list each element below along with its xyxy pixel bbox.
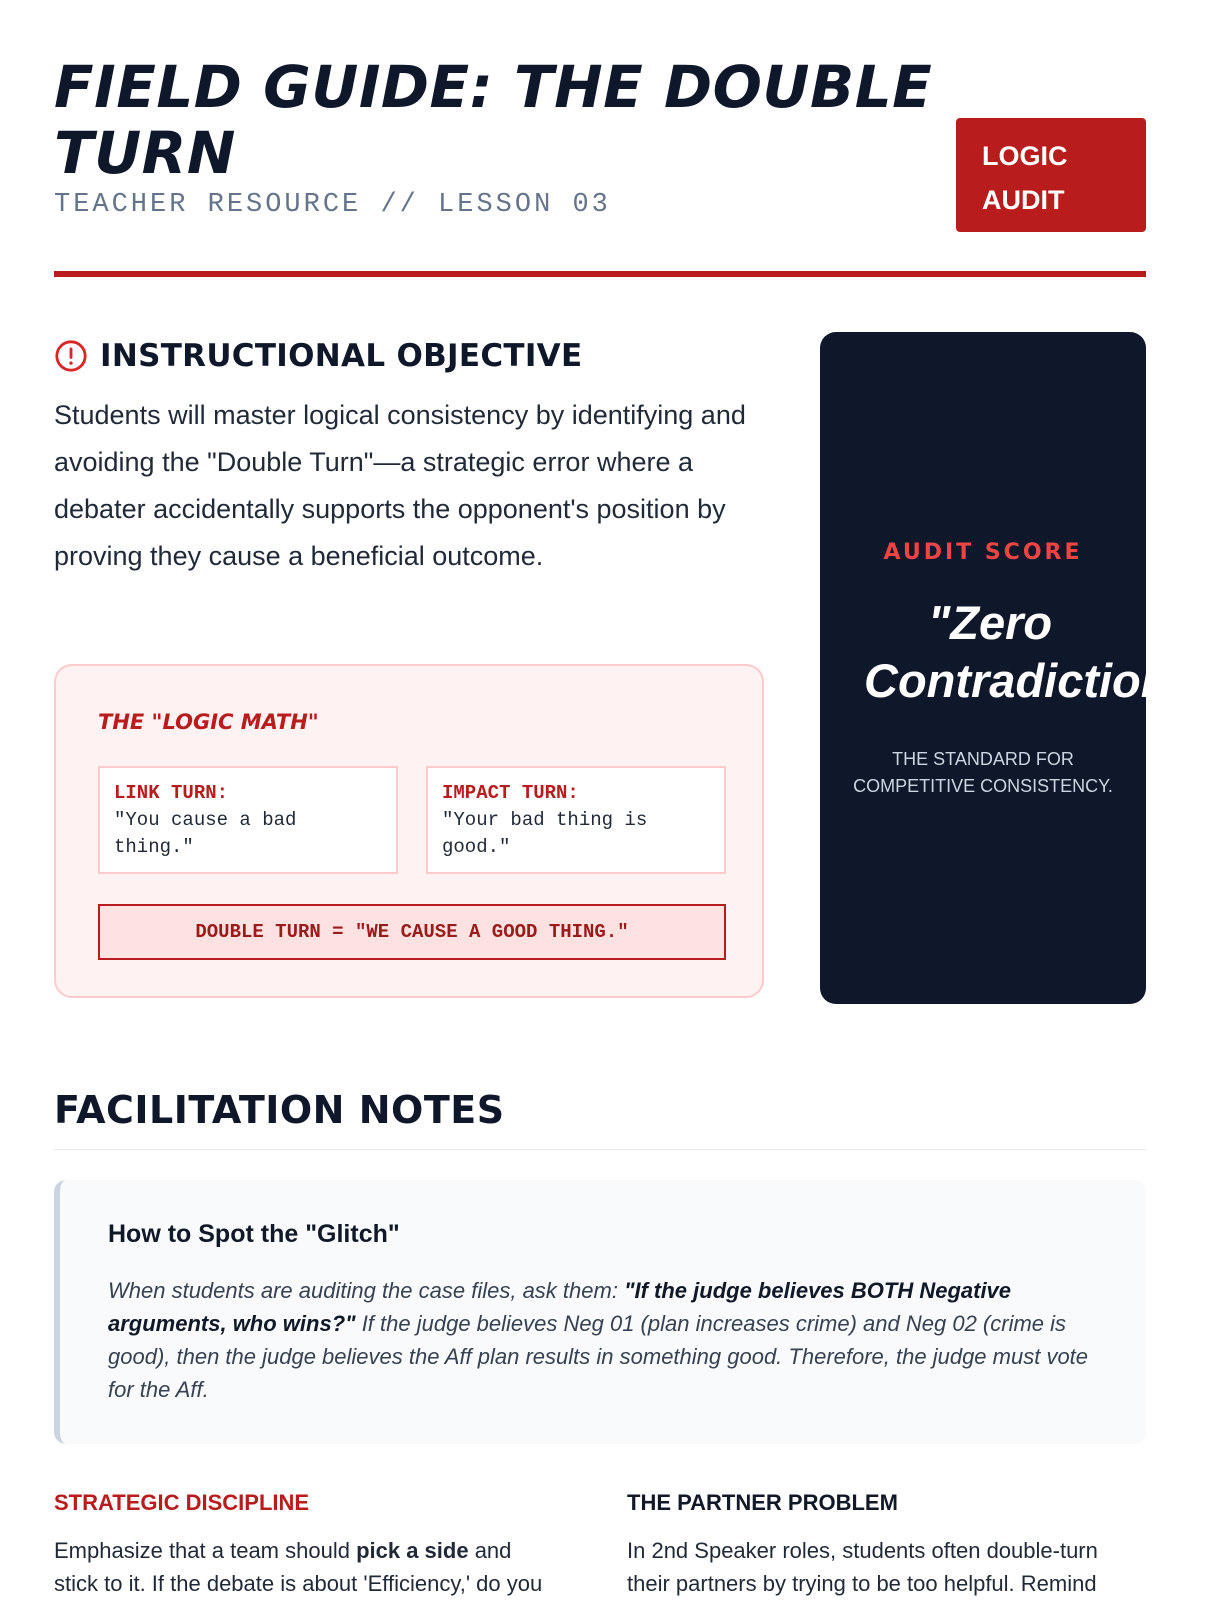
link-turn-label: LINK TURN:	[114, 782, 229, 804]
strategic-discipline-title: STRATEGIC DISCIPLINE	[54, 1490, 310, 1515]
audit-score-card	[820, 332, 1192, 1004]
partner-problem-title: THE PARTNER PROBLEM	[627, 1490, 898, 1515]
strategic-pre: Emphasize that a team should	[54, 1538, 357, 1563]
glitch-title: How to Spot the "Glitch"	[108, 1220, 400, 1248]
page-title: FIELD GUIDE: THE DOUBLE TURN	[54, 53, 933, 187]
strategic-post: and stick to it. If the debate is about 'Efficiency,' do you	[54, 1538, 543, 1596]
link-turn-card	[98, 766, 398, 874]
audit-score-label: AUDIT SCORE	[883, 540, 1083, 565]
objective-heading	[54, 336, 582, 376]
strategic-discipline-text	[54, 1534, 554, 1600]
glitch-rest: If the judge believes Neg 01 (plan increases crime) and Neg 02 (crime is good), then the judge believes the Aff plan results in something good. Therefore, the judge must vote for the Aff.	[108, 1311, 1089, 1402]
double-turn-result: DOUBLE TURN = "WE CAUSE A GOOD THING."	[98, 904, 726, 960]
objective-title: INSTRUCTIONAL OBJECTIVE	[100, 338, 583, 374]
logic-audit-button[interactable]: LOGIC AUDIT	[956, 118, 1146, 232]
objective-text: Students will master logical consistency by identifying and avoiding the "Double Turn"—a strategic error where a debater accidentally supports the opponent's position by proving they cause a beneficial outcome.	[54, 400, 746, 571]
impact-turn-text: "Your bad thing is good."	[442, 809, 648, 858]
partner-problem-text: In 2nd Speaker roles, students often double-turn their partners by trying to be too helpful. Remind	[627, 1538, 1098, 1596]
audit-score-line-1: "Zero	[928, 596, 1053, 649]
impact-turn-card	[426, 766, 726, 874]
logic-math-box	[54, 664, 764, 998]
glitch-lead: When students are auditing the case files, ask them:	[108, 1278, 625, 1303]
partner-problem-section	[627, 1490, 1127, 1600]
facilitation-divider	[54, 1149, 1146, 1150]
facilitation-heading: FACILITATION NOTES	[54, 1088, 505, 1132]
header	[54, 0, 1146, 280]
link-turn-text: "You cause a bad thing."	[114, 809, 297, 858]
page	[54, 0, 1192, 1596]
header-divider	[54, 271, 1146, 277]
strategic-discipline-section	[54, 1490, 554, 1600]
strategic-bold: pick a side	[356, 1538, 469, 1563]
glitch-question: "If the judge believes BOTH Negative arguments, who wins?"	[108, 1278, 1012, 1336]
glitch-text	[108, 1274, 1108, 1406]
logic-math-label: THE "LOGIC MATH"	[98, 710, 319, 734]
audit-score-line-2: Contradiction"	[864, 654, 1192, 707]
audit-score-value	[864, 594, 1224, 710]
alert-circle-icon	[54, 339, 88, 373]
page-subtitle: TEACHER RESOURCE // LESSON 03	[54, 190, 611, 220]
glitch-callout	[54, 1180, 1146, 1444]
audit-score-subtext: THE STANDARD FOR COMPETITIVE CONSISTENCY.	[853, 749, 1113, 796]
impact-turn-label: IMPACT TURN:	[442, 782, 579, 804]
